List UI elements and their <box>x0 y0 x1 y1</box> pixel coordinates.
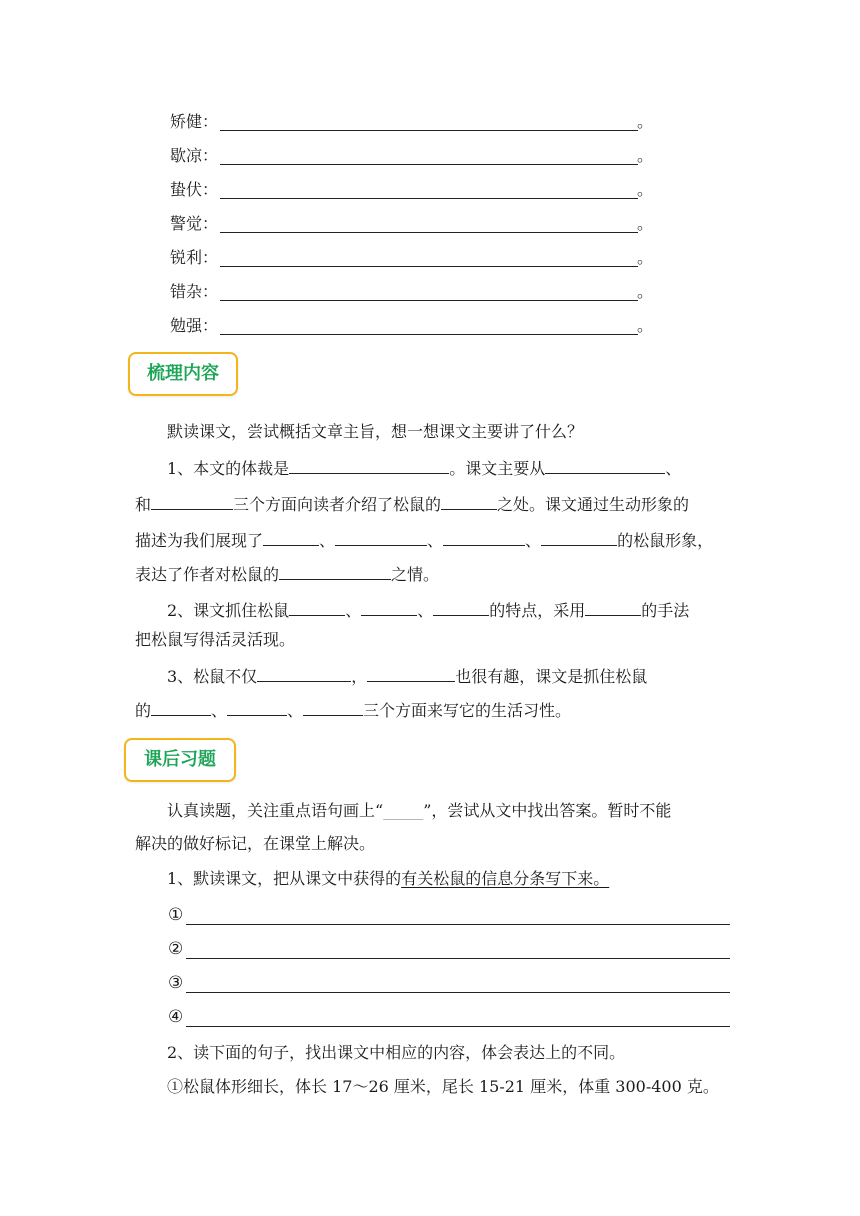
question-text: ， <box>351 667 368 686</box>
vocab-row <box>170 246 670 270</box>
period: 。 <box>637 146 654 165</box>
vocab-word: 勉强： <box>170 316 219 335</box>
answer-line[interactable] <box>220 266 638 267</box>
question-text: 、 <box>345 601 362 620</box>
fill-blank[interactable] <box>279 561 391 580</box>
fill-blank[interactable] <box>303 697 363 716</box>
question-text: 、 <box>319 531 336 550</box>
period: 。 <box>637 248 654 267</box>
period: 。 <box>637 214 654 233</box>
vocab-row <box>170 178 670 202</box>
fill-blank[interactable] <box>335 527 427 546</box>
answer-number: ③ <box>168 973 184 993</box>
exercise-question-2: 2、读下面的句子，找出课文中相应的内容，体会表达上的不同。 <box>167 1043 626 1062</box>
answer-line[interactable] <box>186 1026 730 1027</box>
vocab-row <box>170 314 670 338</box>
question-text: 、 <box>665 459 682 478</box>
period: 。 <box>637 282 654 301</box>
question-text: 、 <box>287 701 304 720</box>
fill-blank[interactable] <box>367 663 455 682</box>
vocab-row <box>170 212 670 236</box>
period: 。 <box>637 316 654 335</box>
vocab-word: 歇凉： <box>170 146 219 165</box>
section-badge-summary <box>128 352 238 396</box>
fill-blank[interactable] <box>585 597 641 616</box>
question-text: 三个方面来写它的生活习性。 <box>363 701 572 720</box>
answer-line[interactable] <box>186 924 730 925</box>
answer-line[interactable] <box>220 334 638 335</box>
vocab-word: 锐利： <box>170 248 219 267</box>
question-3-line-2 <box>135 697 731 723</box>
vocab-word: 错杂： <box>170 282 219 301</box>
question-text: 的 <box>135 701 152 720</box>
vocab-word: 蛰伏： <box>170 180 219 199</box>
answer-row <box>168 902 730 928</box>
question-text: 、 <box>211 701 228 720</box>
fill-blank[interactable] <box>441 491 497 510</box>
answer-row <box>168 1004 730 1030</box>
question-text: 2、课文抓住松鼠 <box>167 601 290 620</box>
question-text: 之处。课文通过生动形象的 <box>497 495 690 514</box>
section-intro: 默读课文，尝试概括文章主旨，想一想课文主要讲了什么？ <box>167 422 584 441</box>
fill-blank[interactable] <box>227 697 287 716</box>
question-text: 1、本文的体裁是 <box>167 459 290 478</box>
vocab-row <box>170 280 670 304</box>
vocab-word: 矫健： <box>170 112 219 131</box>
question-2-line-2: 把松鼠写得活灵活现。 <box>135 630 296 649</box>
answer-line[interactable] <box>220 232 638 233</box>
fill-blank[interactable] <box>151 697 211 716</box>
question-3-line-1 <box>167 663 763 689</box>
question-text: 的手法 <box>641 601 690 620</box>
underlined-text: 有关松鼠的信息分条写下来。 <box>401 869 610 888</box>
question-text: 表达了作者对松鼠的 <box>135 565 280 584</box>
question-text: 3、松鼠不仅 <box>167 667 258 686</box>
question-1-line-2 <box>135 491 731 517</box>
answer-row <box>168 936 730 962</box>
exercise-intro-line-2: 解决的做好标记，在课堂上解决。 <box>135 834 376 853</box>
question-text: 也很有趣，课文是抓住松鼠 <box>455 667 648 686</box>
question-text: 的松鼠形象， <box>617 531 714 550</box>
answer-line[interactable] <box>186 992 730 993</box>
fill-blank[interactable] <box>361 597 417 616</box>
question-text: 。课文主要从 <box>449 459 546 478</box>
exercise-question-1 <box>167 866 763 892</box>
fill-blank[interactable] <box>433 597 489 616</box>
answer-number: ④ <box>168 1007 184 1027</box>
question-1-line-3 <box>135 527 731 553</box>
question-text: 之情。 <box>391 565 440 584</box>
answer-line[interactable] <box>220 198 638 199</box>
underline-marker: _____ <box>383 801 424 820</box>
answer-number: ② <box>168 939 184 959</box>
period: 。 <box>637 112 654 131</box>
question-2-line-1 <box>167 597 763 623</box>
question-text: 的特点，采用 <box>489 601 586 620</box>
exercise-sentence-1: ①松鼠体形细长，体长 17～26 厘米，尾长 15-21 厘米，体重 300-400 克。 <box>167 1077 719 1096</box>
question-1-line-1 <box>167 455 763 481</box>
question-text: 描述为我们展现了 <box>135 531 264 550</box>
question-text: 、 <box>525 531 542 550</box>
fill-blank[interactable] <box>541 527 617 546</box>
fill-blank[interactable] <box>257 663 351 682</box>
fill-blank[interactable] <box>443 527 525 546</box>
answer-line[interactable] <box>220 130 638 131</box>
vocab-row <box>170 110 670 134</box>
intro-text: ”，尝试从文中找出答案。暂时不能 <box>423 801 672 820</box>
fill-blank[interactable] <box>289 455 449 474</box>
question-text: 1、默读课文，把从课文中获得的 <box>167 869 402 888</box>
question-text: 和 <box>135 495 152 514</box>
exercise-intro-line-1 <box>167 798 731 824</box>
section-title: 梳理内容 <box>147 363 219 384</box>
fill-blank[interactable] <box>289 597 345 616</box>
question-text: 三个方面向读者介绍了松鼠的 <box>233 495 442 514</box>
section-title: 课后习题 <box>144 749 216 770</box>
section-badge-exercises <box>124 738 236 782</box>
answer-row <box>168 970 730 996</box>
period: 。 <box>637 180 654 199</box>
vocab-row <box>170 144 670 168</box>
answer-line[interactable] <box>186 958 730 959</box>
question-1-line-4 <box>135 561 731 587</box>
question-text: 、 <box>417 601 434 620</box>
fill-blank[interactable] <box>545 455 665 474</box>
fill-blank[interactable] <box>263 527 319 546</box>
answer-line[interactable] <box>220 164 638 165</box>
question-text: 、 <box>427 531 444 550</box>
fill-blank[interactable] <box>151 491 233 510</box>
intro-text: 认真读题，关注重点语句画上“ <box>167 801 384 820</box>
answer-line[interactable] <box>220 300 638 301</box>
answer-number: ① <box>168 905 184 925</box>
vocab-word: 警觉： <box>170 214 219 233</box>
